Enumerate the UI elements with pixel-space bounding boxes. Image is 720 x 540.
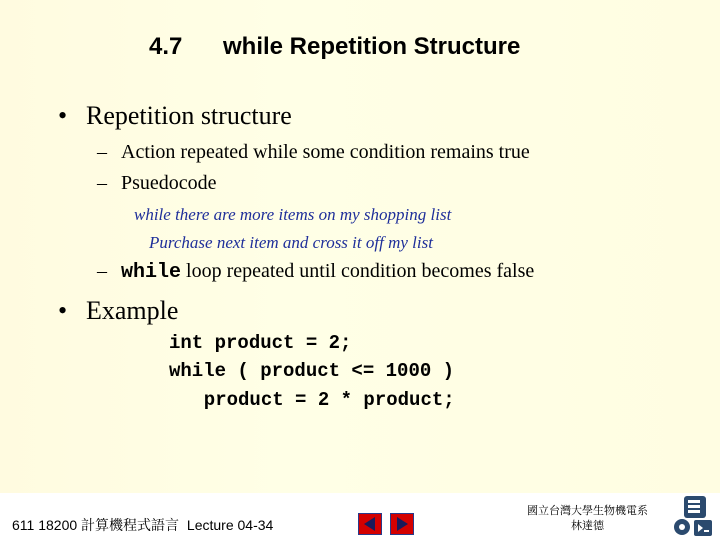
dash: – <box>97 172 107 194</box>
sub-bullet-text <box>121 260 534 284</box>
bullet-dot: • <box>58 101 68 130</box>
slide-title <box>0 33 720 67</box>
university-info <box>520 503 655 533</box>
dash: – <box>97 141 107 163</box>
while-loop-description: loop repeated until condition becomes false <box>181 260 535 282</box>
sub-bullet-text: Action repeated while some condition remains true <box>121 141 530 163</box>
next-slide-icon[interactable] <box>390 513 414 535</box>
code-line-1: int product = 2; <box>169 332 352 354</box>
code-line-2: while ( product <= 1000 ) <box>169 360 455 382</box>
code-line-3: product = 2 * product; <box>181 389 455 411</box>
pseudocode-line-2: Purchase next item and cross it off my list <box>149 233 433 252</box>
pseudocode-line-1: while there are more items on my shopping list <box>134 205 452 224</box>
while-keyword: while <box>121 261 182 284</box>
university-logo-icon <box>672 494 716 538</box>
footer-course-info <box>12 515 273 535</box>
department-name: 國立台灣大學生物機電系 <box>527 504 648 517</box>
instructor-name: 林達德 <box>571 519 604 532</box>
bullet-text: Repetition structure <box>86 101 292 130</box>
bullet-dot: • <box>58 296 68 325</box>
dash: – <box>97 260 107 282</box>
lecture-number: Lecture 04-34 <box>186 517 274 533</box>
course-name: 611 18200 計算機程式語言 <box>12 517 180 533</box>
previous-slide-icon[interactable] <box>358 513 382 535</box>
bullet-text: Example <box>86 296 179 325</box>
section-number: 4.7 <box>149 33 183 60</box>
sub-bullet-text: Psuedocode <box>121 172 217 194</box>
title-text: while Repetition Structure <box>223 33 521 60</box>
